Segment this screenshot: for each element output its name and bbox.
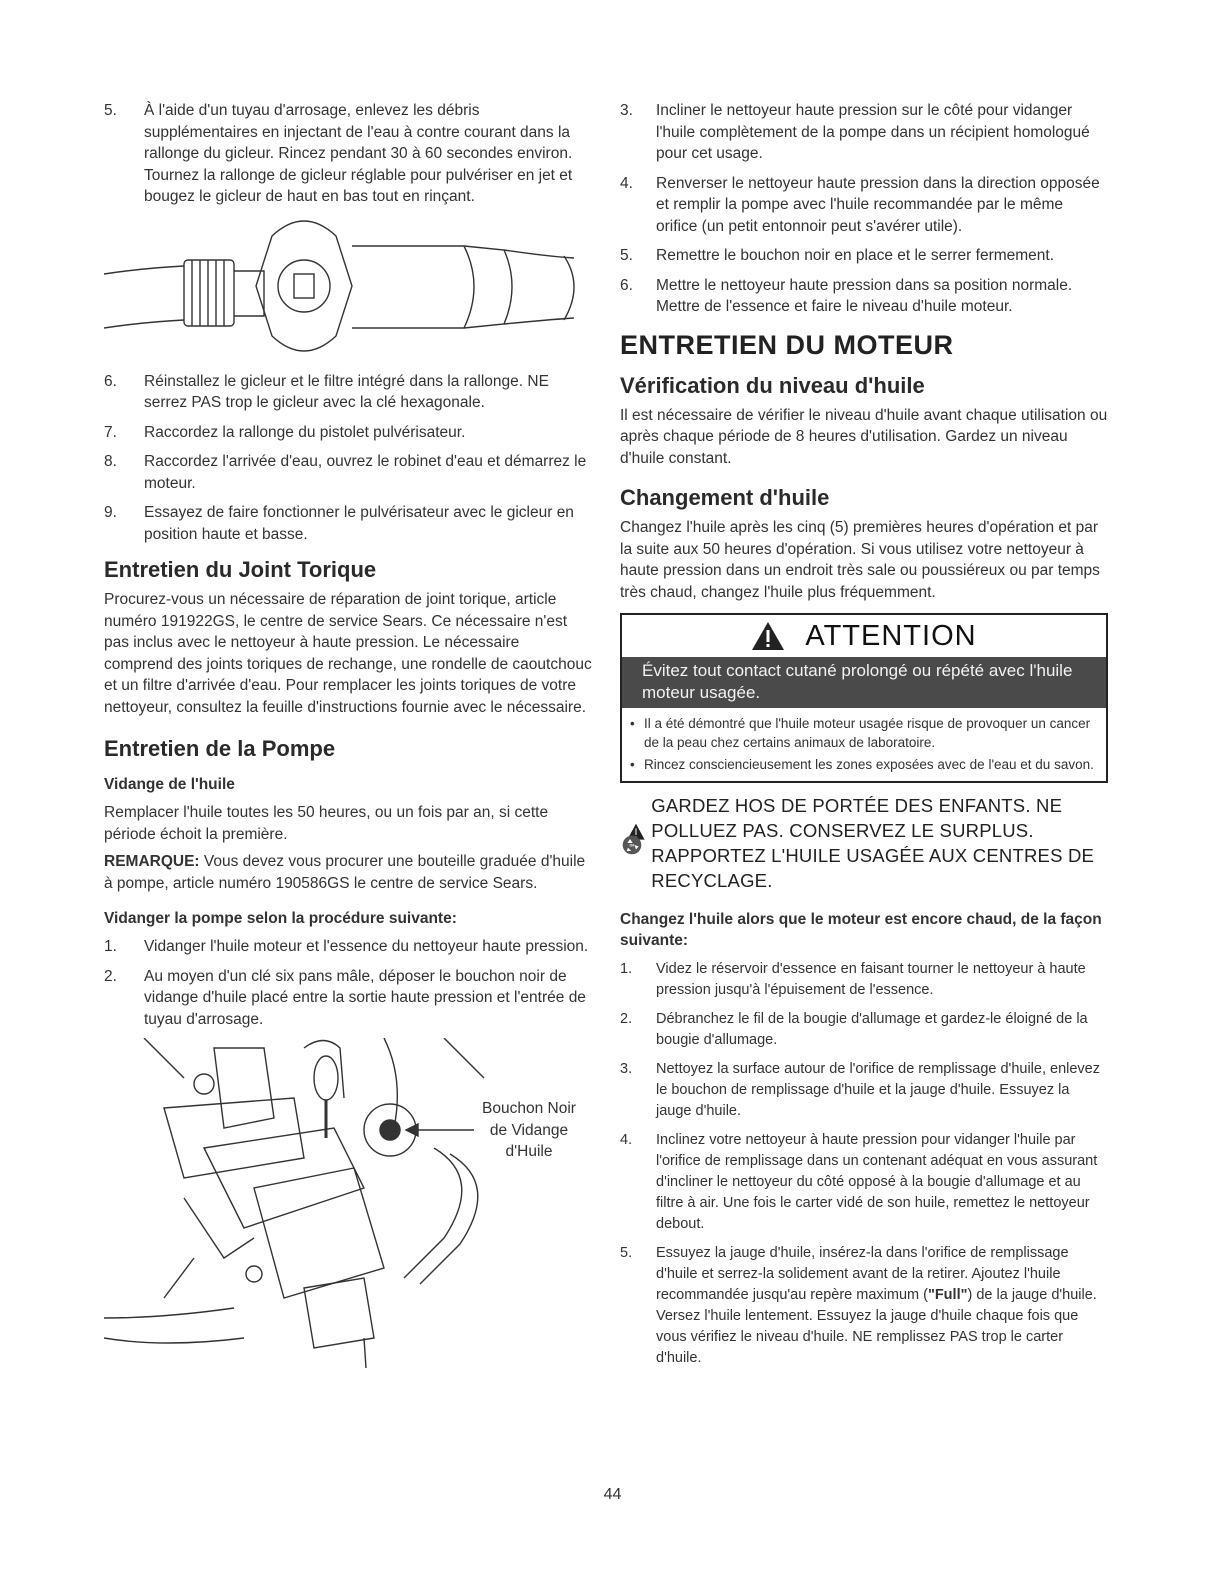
drain-plug-figure (104, 1038, 592, 1368)
oil-badge-text: Oil (629, 843, 635, 848)
nozzle-extension-illustration (104, 216, 592, 361)
list-item: 5. Remettre le bouchon noir en place et le serrer fermement. (620, 247, 1055, 264)
recycle-text: GARDEZ HOS DE PORTÉE DES ENFANTS. NE POLLUEZ PAS. CONSERVEZ LE SURPLUS. RAPPORTEZ L'HUILE USAGÉE AUX CENTRES DE RECYCLAGE. (651, 795, 1095, 891)
engine-maintenance-heading: ENTRETIEN DU MOTEUR (620, 329, 954, 360)
list-item: 4. Inclinez votre nettoyeur à haute pression pour vidanger l'huile par l'orifice de remplissage dans un contenant adéquat en vous assurant d'incliner le nettoyeur du côté opposé à la bougie d'allumage et au filtre à air. Une fois le carter vidé de son huile, remettez le nettoyeur debout. (620, 1132, 1098, 1232)
oil-change-text: Changez l'huile après les cinq (5) premières heures d'opération et par la suite aux 50 heures d'opération. Si vous utilisez votre nettoyeur à haute pression dans un endroit très sale ou poussiéreux ou par temps très chaud, changez l'huile plus fréquemment. (620, 519, 1100, 601)
oil-drain-text: Remplacer l'huile toutes les 50 heures, ou un fois par an, si cette période échoit la première. (104, 804, 549, 843)
nozzle-steps-a (104, 100, 592, 208)
procedure-heading: Vidanger la pompe selon la procédure suivante: (104, 910, 457, 927)
warning-header (622, 615, 1106, 657)
warning-triangle-icon (751, 621, 785, 651)
oil-check-text: Il est nécessaire de vérifier le niveau d'huile avant chaque utilisation ou après chaque période de 8 heures d'utilisation. Gardez un niveau d'huile constant. (620, 406, 1108, 467)
list-item: 5. Essuyez la jauge d'huile, insérez-la dans l'orifice de remplissage d'huile et serrez-la solidement avant de la retirer. Ajoutez l'huile recommandée jusqu'au repère maximum ("Full") de la jauge d'huile. Versez l'huile lentement. Essuyez la jauge d'huile chaque fois que vous vérifiez le niveau d'huile. NE remplissez PAS trop le carter d'huile. (620, 1245, 1097, 1366)
list-item: 1. Vidanger l'huile moteur et l'essence du nettoyeur haute pression. (104, 938, 589, 955)
nozzle-figure (104, 216, 592, 361)
pump-steps (104, 936, 592, 1030)
warning-box (620, 613, 1108, 783)
remark-label: REMARQUE: (104, 853, 200, 870)
joint-text: Procurez-vous un nécessaire de réparation de joint torique, article numéro 191922GS, le centre de service Sears. Ce nécessaire n'est pas inclus avec le nettoyeur à haute pression. Le nécessaire comprend des joints toriques de rechange, une rondelle de caoutchouc et un filtre d'arrivée d'eau. Pour remplacer les joints toriques de votre nettoyeur, consultez la feuille d'instructions fournie avec le nécessaire. (104, 591, 592, 716)
list-item: 2. Débranchez le fil de la bougie d'allumage et gardez-le éloigné de la bougie d'allumage. (620, 1011, 1088, 1048)
pump-illustration (104, 1038, 592, 1368)
remark-paragraph: REMARQUE: Vous devez vous procurer une bouteille graduée d'huile à pompe, article numéro 190586GS le centre de service Sears. (104, 853, 586, 892)
full-mark: "Full" (927, 1287, 968, 1303)
list-item: 5. À l'aide d'un tuyau d'arrosage, enlevez les débris supplémentaires en injectant de l'eau à contre courant dans la rallonge du gicleur. Rincez pendant 30 à 60 secondes environ. Tournez la rallonge de gicleur réglable pour pulvériser en jet et bougez le gicleur de haut en bas tout en rinçant. (104, 102, 573, 205)
pump-steps-continued (620, 100, 1108, 318)
right-column (620, 100, 1108, 1377)
oil-change-steps (620, 959, 1108, 1369)
list-item: 1. Videz le réservoir d'essence en faisant tourner le nettoyeur à haute pression jusqu'à l'épuisement de l'essence. (620, 961, 1086, 998)
oil-check-heading: Vérification du niveau d'huile (620, 372, 925, 398)
oil-drain-subheading: Vidange de l'huile (104, 776, 235, 793)
list-item: • Il a été démontré que l'huile moteur usagée risque de provoquer un cancer de la peau chez certains animaux de laboratoire. (630, 716, 1091, 750)
warning-bar: Évitez tout contact cutané prolongé ou répété avec l'huile moteur usagée. (622, 657, 1106, 708)
list-item: 3. Nettoyez la surface autour de l'orifice de remplissage d'huile, enlevez le bouchon de remplissage d'huile et la jauge d'huile. Essuyez la jauge d'huile. (620, 1061, 1100, 1119)
list-item: 6. Mettre le nettoyeur haute pression dans sa position normale. Mettre de l'essence et faire le niveau d'huile moteur. (620, 276, 1073, 315)
warning-title: ATTENTION (805, 619, 977, 652)
list-item: 4. Renverser le nettoyeur haute pression dans la direction opposée et remplir la pompe avec l'huile recommandée par le même orifice (un petit entonnoir peut s'avérer utile). (620, 174, 1100, 235)
oil-change-heading: Changement d'huile (620, 485, 830, 510)
nozzle-steps-b (104, 371, 592, 546)
list-item: • Rincez consciencieusement les zones exposées avec de l'eau et du savon. (630, 757, 1094, 772)
list-item: 8. Raccordez l'arrivée d'eau, ouvrez le robinet d'eau et démarrez le moteur. (104, 453, 587, 492)
list-item: 6. Réinstallez le gicleur et le filtre intégré dans la rallonge. NE serrez PAS trop le gicleur avec la clé hexagonale. (104, 372, 549, 411)
pump-heading: Entretien de la Pompe (104, 736, 336, 761)
recycle-oil-icon (620, 791, 645, 887)
list-item: 2. Au moyen d'un clé six pans mâle, déposer le bouchon noir de vidange d'huile placé entre la sortie haute pression et l'entrée de tuyau d'arrosage. (104, 967, 586, 1028)
joint-heading: Entretien du Joint Torique (104, 557, 377, 582)
list-item: 9. Essayez de faire fonctionner le pulvérisateur avec le gicleur en position haute et basse. (104, 504, 574, 543)
left-column (104, 100, 592, 1378)
hot-oil-heading: Changez l'huile alors que le moteur est encore chaud, de la façon suivante: (620, 911, 1102, 949)
recycle-notice (620, 791, 1108, 893)
page-number: 44 (603, 1486, 622, 1503)
list-item: 3. Incliner le nettoyeur haute pression sur le côté pour vidanger l'huile complètement de la pompe dans un récipient homologué pour cet usage. (620, 102, 1090, 162)
drain-plug-label: Bouchon Noir de Vidange d'Huile (482, 1100, 576, 1160)
warning-bullets (622, 708, 1106, 781)
list-item: 7. Raccordez la rallonge du pistolet pulvérisateur. (104, 423, 466, 441)
